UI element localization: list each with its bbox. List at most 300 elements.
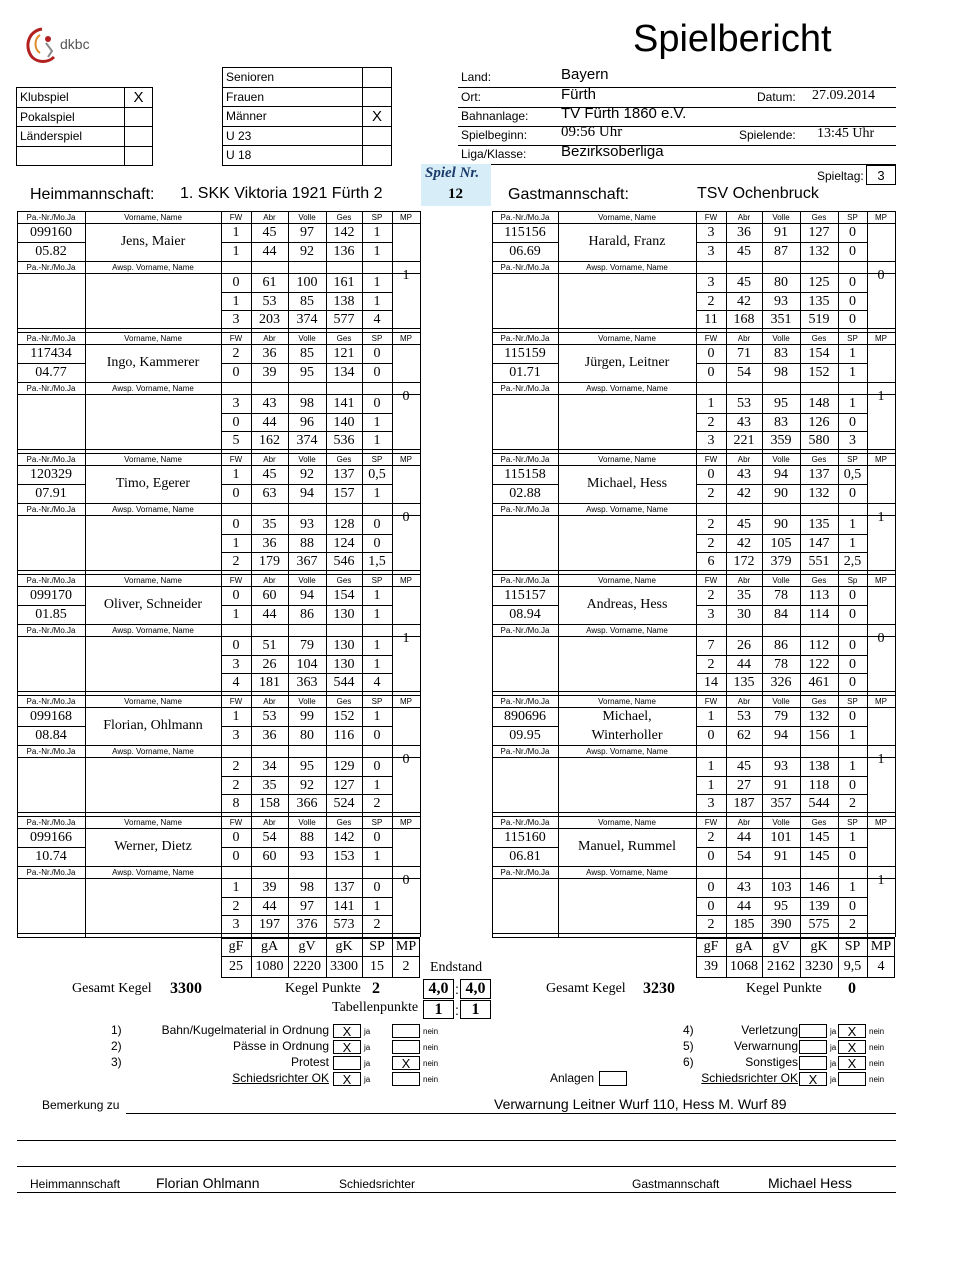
game-cell: 35 — [262, 777, 277, 793]
game-cell: 148 — [808, 395, 830, 411]
game-cell: 45 — [737, 274, 751, 290]
game-cell: 1 — [373, 293, 381, 309]
game-cell: 97 — [300, 224, 314, 240]
game-cell: 90 — [774, 485, 788, 501]
mp-header: MP — [400, 333, 412, 343]
total-cell: 2 — [373, 795, 381, 811]
game-cell: 0 — [373, 345, 381, 361]
total-cell: 551 — [808, 553, 830, 569]
nein-label: nein — [869, 1043, 885, 1052]
grid-line — [17, 449, 420, 450]
pa-header: Pa.-Nr./Mo.Ja — [26, 867, 76, 877]
pa-header: Pa.-Nr./Mo.Ja — [500, 383, 550, 393]
game-cell: 43 — [737, 879, 751, 895]
gesamt-kegel-label: Gesamt Kegel — [72, 981, 152, 996]
ges-header: Ges — [336, 212, 352, 222]
check-label: Protest — [290, 1055, 329, 1069]
endstand-separator: : — [455, 981, 459, 997]
player-pass-number: 115156 — [504, 224, 546, 240]
grid-line — [420, 453, 421, 574]
ges-header: Ges — [336, 333, 352, 343]
abr-header: Abr — [263, 817, 276, 827]
game-cell: 0 — [232, 485, 240, 501]
player-mp: 0 — [402, 388, 410, 404]
gesamt-kegel-label: Gesamt Kegel — [546, 981, 626, 996]
game-type-label: Pokalspiel — [17, 107, 125, 127]
check-label: Verwarnung — [733, 1039, 798, 1053]
game-cell: 43 — [737, 414, 751, 430]
nein-label: nein — [869, 1027, 885, 1036]
check-nein-box[interactable] — [392, 1040, 420, 1054]
total-cell: 172 — [733, 553, 755, 569]
total-cell: 4 — [373, 311, 381, 327]
sig-away-name: Michael Hess — [768, 1175, 853, 1191]
summary-value: 2220 — [293, 959, 321, 974]
total-cell: 379 — [770, 553, 792, 569]
game-cell: 86 — [774, 637, 788, 653]
check-ja-box[interactable] — [333, 1056, 361, 1070]
ges-header: Ges — [811, 333, 827, 343]
player-name-line2: Winterholler — [591, 727, 663, 743]
abr-header: Abr — [737, 454, 751, 464]
ges-header: Ges — [811, 212, 827, 222]
summary-header: gF — [703, 938, 719, 954]
volle-header: Volle — [772, 696, 790, 706]
abr-header: Abr — [263, 696, 276, 706]
game-cell: 0 — [373, 395, 381, 411]
total-cell: 580 — [808, 432, 830, 448]
endstand-home: 4,0 — [423, 979, 454, 999]
game-cell: 0 — [707, 879, 715, 895]
game-cell: 94 — [774, 466, 788, 482]
game-cell: 2 — [232, 758, 240, 774]
player-pass-number: 099166 — [30, 829, 72, 845]
category-row — [223, 126, 392, 146]
page-title: Spielbericht — [633, 18, 832, 60]
home-kegel-punkte: 2 — [372, 980, 380, 997]
game-cell: 1 — [849, 364, 856, 380]
total-cell: 181 — [259, 674, 280, 690]
player-birth-month: 07.91 — [35, 485, 67, 501]
game-cell: 3 — [232, 656, 240, 672]
game-cell: 71 — [737, 345, 751, 361]
game-cell: 53 — [262, 293, 277, 309]
player-name: Werner, Dietz — [114, 839, 192, 854]
check-ja-box[interactable]: X — [333, 1024, 361, 1038]
sig-home-name: Florian Ohlmann — [156, 1175, 260, 1191]
game-cell: 45 — [737, 243, 751, 259]
info-label: Liga/Klasse: — [461, 147, 527, 161]
game-cell: 1 — [707, 777, 715, 793]
spieltag: 3 — [866, 165, 896, 185]
name-header: Vorname, Name — [598, 575, 656, 585]
game-cell: 1 — [373, 485, 381, 501]
total-cell: 3 — [707, 432, 715, 448]
grid-line — [895, 211, 896, 332]
game-cell: 0,5 — [368, 466, 386, 482]
game-cell: 0 — [373, 535, 381, 551]
player-birth-month: 06.81 — [509, 848, 541, 864]
game-cell: 1 — [373, 243, 381, 259]
game-cell: 1 — [373, 898, 381, 914]
sp-header: SP — [847, 333, 858, 343]
game-cell: 0 — [849, 414, 856, 430]
game-cell: 0 — [707, 898, 715, 914]
game-cell: 26 — [262, 656, 277, 672]
game-cell: 127 — [808, 224, 830, 240]
nein-label: nein — [869, 1075, 885, 1084]
total-cell: 524 — [333, 795, 355, 811]
game-cell: 1 — [373, 414, 381, 430]
check-nein-box[interactable]: X — [838, 1024, 866, 1038]
check-number: 4) — [683, 1023, 694, 1037]
info-label: Bahnanlage: — [461, 109, 529, 123]
anlagen-label: Anlagen — [550, 1071, 595, 1085]
game-cell: 43 — [262, 395, 277, 411]
game-cell: 94 — [300, 485, 314, 501]
total-cell: 519 — [808, 311, 830, 327]
category-checkbox[interactable] — [363, 68, 392, 88]
away-team-label: Gastmannschaft: — [508, 186, 629, 203]
player-birth-month: 10.74 — [35, 848, 67, 864]
game-cell: 92 — [300, 777, 314, 793]
sp-header: SP — [371, 575, 383, 585]
category-checkbox[interactable]: X — [363, 107, 392, 127]
mp-header: MP — [875, 212, 887, 222]
game-cell: 1 — [707, 708, 715, 724]
game-type-label: Klubspiel — [17, 88, 125, 108]
category-table — [222, 67, 392, 166]
total-cell: 2 — [373, 916, 381, 932]
game-cell: 139 — [808, 898, 830, 914]
game-cell: 1 — [849, 879, 856, 895]
game-cell: 1 — [232, 224, 240, 240]
grid-line — [420, 332, 421, 453]
abr-header: Abr — [263, 454, 276, 464]
game-cell: 136 — [333, 243, 355, 259]
game-cell: 2 — [707, 293, 715, 309]
total-cell: 3 — [232, 916, 240, 932]
pa-header: Pa.-Nr./Mo.Ja — [26, 504, 76, 514]
mp-header: MP — [400, 212, 412, 222]
game-cell: 44 — [262, 898, 277, 914]
pa-header: Pa.-Nr./Mo.Ja — [26, 575, 76, 585]
game-cell: 1 — [232, 535, 240, 551]
game-cell: 85 — [300, 293, 314, 309]
game-cell: 130 — [333, 656, 355, 672]
bemerkung-line — [17, 1166, 896, 1167]
mp-header: MP — [400, 454, 412, 464]
game-cell: 130 — [333, 606, 355, 622]
game-cell: 54 — [262, 829, 277, 845]
grid-line — [17, 933, 420, 934]
pa-header: Pa.-Nr./Mo.Ja — [26, 383, 76, 393]
total-cell: 546 — [333, 553, 355, 569]
check-ja-box[interactable]: X — [333, 1040, 361, 1054]
check-number: 5) — [683, 1039, 694, 1053]
pa-header: Pa.-Nr./Mo.Ja — [500, 333, 550, 343]
total-cell: 1 — [373, 432, 381, 448]
bemerkung-line — [126, 1113, 896, 1114]
game-cell: 87 — [774, 243, 788, 259]
summary-header: gV — [298, 938, 316, 954]
awsp-header: Awsp. Vorname, Name — [112, 625, 194, 635]
game-cell: 124 — [333, 535, 355, 551]
game-cell: 2 — [707, 587, 715, 603]
game-cell: 2 — [707, 829, 715, 845]
check-ja-box[interactable]: X — [333, 1072, 361, 1086]
game-cell: 95 — [300, 364, 314, 380]
pa-header: Pa.-Nr./Mo.Ja — [500, 454, 550, 464]
sp-header: Sp — [847, 575, 858, 585]
game-cell: 53 — [262, 708, 277, 724]
player-birth-month: 01.85 — [35, 606, 67, 622]
mp-header: MP — [875, 454, 887, 464]
check-number: 3) — [111, 1055, 122, 1069]
check-ja-box[interactable]: X — [799, 1072, 827, 1086]
game-cell: 1 — [373, 606, 381, 622]
total-cell: 0 — [849, 674, 856, 690]
player-name: Ingo, Kammerer — [106, 355, 200, 370]
total-cell: 168 — [733, 311, 755, 327]
game-cell: 26 — [737, 637, 751, 653]
info-value: TV Fürth 1860 e.V. — [561, 105, 687, 122]
fw-header: FW — [229, 454, 243, 464]
sp-header: SP — [371, 212, 383, 222]
game-cell: 42 — [737, 485, 751, 501]
fw-header: FW — [704, 212, 718, 222]
game-cell: 91 — [774, 848, 788, 864]
grid-line — [17, 812, 420, 813]
game-cell: 145 — [808, 829, 830, 845]
player-pass-number: 099170 — [30, 587, 72, 603]
anlagen-box[interactable] — [599, 1071, 627, 1086]
pa-header: Pa.-Nr./Mo.Ja — [500, 817, 550, 827]
spiel-nr: 12 — [448, 186, 463, 202]
name-header: Vorname, Name — [124, 575, 182, 585]
sp-header: SP — [847, 696, 858, 706]
game-cell: 1 — [849, 345, 856, 361]
ja-label: ja — [364, 1075, 371, 1084]
game-cell: 137 — [808, 466, 830, 482]
player-mp: 1 — [877, 751, 885, 767]
category-checkbox[interactable] — [363, 126, 392, 146]
game-cell: 51 — [262, 637, 277, 653]
awsp-header: Awsp. Vorname, Name — [586, 867, 668, 877]
game-cell: 60 — [262, 587, 277, 603]
ja-label: ja — [364, 1043, 371, 1052]
check-nein-box[interactable]: X — [838, 1040, 866, 1054]
total-cell: 2 — [849, 795, 856, 811]
game-cell: 2 — [707, 414, 715, 430]
game-cell: 92 — [300, 243, 314, 259]
game-cell: 145 — [808, 848, 830, 864]
grid-line — [17, 570, 420, 571]
summary-value: 39 — [704, 959, 718, 974]
game-cell: 96 — [300, 414, 314, 430]
check-nein-box[interactable] — [392, 1024, 420, 1038]
game-cell: 0 — [232, 364, 240, 380]
game-cell: 45 — [262, 466, 277, 482]
mp-header: MP — [875, 817, 887, 827]
mp-header: MP — [875, 333, 887, 343]
total-cell: 4 — [232, 674, 240, 690]
game-type-checkbox[interactable] — [125, 127, 153, 147]
check-nein-box[interactable]: X — [392, 1056, 420, 1070]
game-cell: 42 — [737, 293, 751, 309]
check-number: 1) — [111, 1023, 122, 1037]
name-header: Vorname, Name — [598, 696, 656, 706]
nein-label: nein — [423, 1075, 439, 1084]
player-pass-number: 115160 — [504, 829, 546, 845]
player-name: Jens, Maier — [120, 234, 186, 249]
game-cell: 146 — [808, 879, 830, 895]
game-cell: 0,5 — [843, 466, 862, 482]
tabellenpunkte-away: 1 — [460, 1000, 491, 1019]
volle-header: Volle — [298, 696, 316, 706]
pa-header: Pa.-Nr./Mo.Ja — [500, 262, 550, 272]
total-cell: 461 — [808, 674, 830, 690]
summary-value: 1080 — [255, 959, 284, 974]
total-cell: 3 — [232, 311, 240, 327]
signature-line — [17, 1192, 896, 1193]
game-cell: 1 — [849, 829, 856, 845]
volle-header: Volle — [772, 817, 790, 827]
name-header: Vorname, Name — [598, 212, 656, 222]
game-cell: 156 — [808, 727, 830, 743]
category-checkbox[interactable] — [363, 146, 392, 166]
game-cell: 0 — [849, 637, 856, 653]
grid-line — [895, 332, 896, 453]
game-type-checkbox[interactable] — [125, 107, 153, 127]
game-cell: 85 — [300, 345, 314, 361]
game-cell: 141 — [333, 395, 355, 411]
info-line — [458, 164, 896, 165]
check-nein-box[interactable] — [838, 1072, 866, 1086]
category-label: Männer — [223, 107, 363, 127]
total-cell: 5 — [232, 432, 240, 448]
check-number: 6) — [683, 1055, 694, 1069]
game-type-checkbox[interactable]: X — [125, 88, 153, 108]
home-team-name: 1. SKK Viktoria 1921 Fürth 2 — [180, 185, 383, 202]
grid-line — [895, 574, 896, 695]
game-cell: 1 — [373, 708, 381, 724]
game-cell: 43 — [737, 466, 751, 482]
game-cell: 3 — [707, 243, 715, 259]
summary-value: 3230 — [805, 959, 833, 974]
mp-header: MP — [875, 575, 887, 585]
player-name: Harald, Franz — [588, 234, 666, 249]
game-cell: 0 — [849, 777, 856, 793]
grid-line — [895, 816, 896, 937]
category-label: U 18 — [223, 146, 363, 166]
game-cell: 54 — [737, 364, 751, 380]
category-checkbox[interactable] — [363, 87, 392, 107]
game-cell: 103 — [770, 879, 792, 895]
game-cell: 1 — [232, 708, 240, 724]
grid-line — [492, 570, 895, 571]
game-cell: 1 — [232, 293, 240, 309]
summary-header: gA — [260, 938, 279, 954]
pa-header: Pa.-Nr./Mo.Ja — [26, 746, 76, 756]
category-row — [223, 146, 392, 166]
category-row — [223, 87, 392, 107]
player-mp: 1 — [877, 509, 885, 525]
game-cell: 44 — [737, 898, 751, 914]
game-cell: 80 — [774, 274, 788, 290]
summary-value: 3300 — [330, 959, 358, 974]
total-cell: 2 — [232, 553, 240, 569]
volle-header: Volle — [772, 212, 790, 222]
sp-header: SP — [371, 696, 383, 706]
game-cell: 97 — [300, 898, 314, 914]
total-cell: 326 — [770, 674, 792, 690]
game-cell: 104 — [296, 656, 318, 672]
player-birth-month: 01.71 — [509, 364, 541, 380]
total-cell: 185 — [733, 916, 755, 932]
pa-header: Pa.-Nr./Mo.Ja — [26, 262, 76, 272]
game-cell: 134 — [333, 364, 355, 380]
check-ja-box[interactable] — [799, 1024, 827, 1038]
summary-header: gK — [335, 938, 353, 954]
volle-header: Volle — [298, 454, 316, 464]
summary-header: gK — [810, 938, 828, 954]
game-cell: 147 — [808, 535, 830, 551]
check-ja-box[interactable] — [799, 1040, 827, 1054]
game-cell: 45 — [262, 224, 277, 240]
dkbc-logo — [22, 25, 102, 67]
total-cell: 158 — [259, 795, 280, 811]
game-cell: 112 — [808, 637, 830, 653]
pa-header: Pa.-Nr./Mo.Ja — [26, 212, 76, 222]
check-nein-box[interactable]: X — [838, 1056, 866, 1070]
game-cell: 1 — [232, 243, 240, 259]
total-cell: 363 — [296, 674, 318, 690]
game-cell: 0 — [707, 364, 715, 380]
check-ja-box[interactable] — [799, 1056, 827, 1070]
awsp-header: Awsp. Vorname, Name — [112, 746, 194, 756]
kegel-punkte-label: Kegel Punkte — [285, 981, 361, 996]
sp-header: SP — [847, 817, 858, 827]
category-label: Frauen — [223, 87, 363, 107]
total-cell: 162 — [259, 432, 280, 448]
sig-ref-label: Schiedsrichter — [339, 1177, 416, 1191]
total-cell: 575 — [808, 916, 830, 932]
awsp-header: Awsp. Vorname, Name — [586, 262, 668, 272]
game-cell: 0 — [849, 656, 856, 672]
abr-header: Abr — [737, 575, 751, 585]
ja-label: ja — [364, 1027, 371, 1036]
volle-header: Volle — [298, 212, 316, 222]
abr-header: Abr — [737, 817, 751, 827]
awsp-header: Awsp. Vorname, Name — [112, 383, 194, 393]
game-type-row — [17, 146, 153, 166]
game-cell: 154 — [333, 587, 355, 603]
game-cell: 0 — [373, 516, 381, 532]
game-type-checkbox[interactable] — [125, 146, 153, 166]
awsp-header: Awsp. Vorname, Name — [586, 504, 668, 514]
game-cell: 0 — [849, 224, 856, 240]
check-nein-box[interactable] — [392, 1072, 420, 1086]
info-value: 13:45 Uhr — [817, 126, 875, 141]
game-cell: 44 — [737, 656, 751, 672]
info-value: 09:56 Uhr — [561, 124, 623, 140]
summary-header: MP — [395, 938, 417, 954]
game-cell: 142 — [333, 224, 355, 240]
player-mp: 0 — [877, 630, 885, 646]
player-birth-month: 04.77 — [35, 364, 67, 380]
ja-label: ja — [830, 1075, 837, 1084]
